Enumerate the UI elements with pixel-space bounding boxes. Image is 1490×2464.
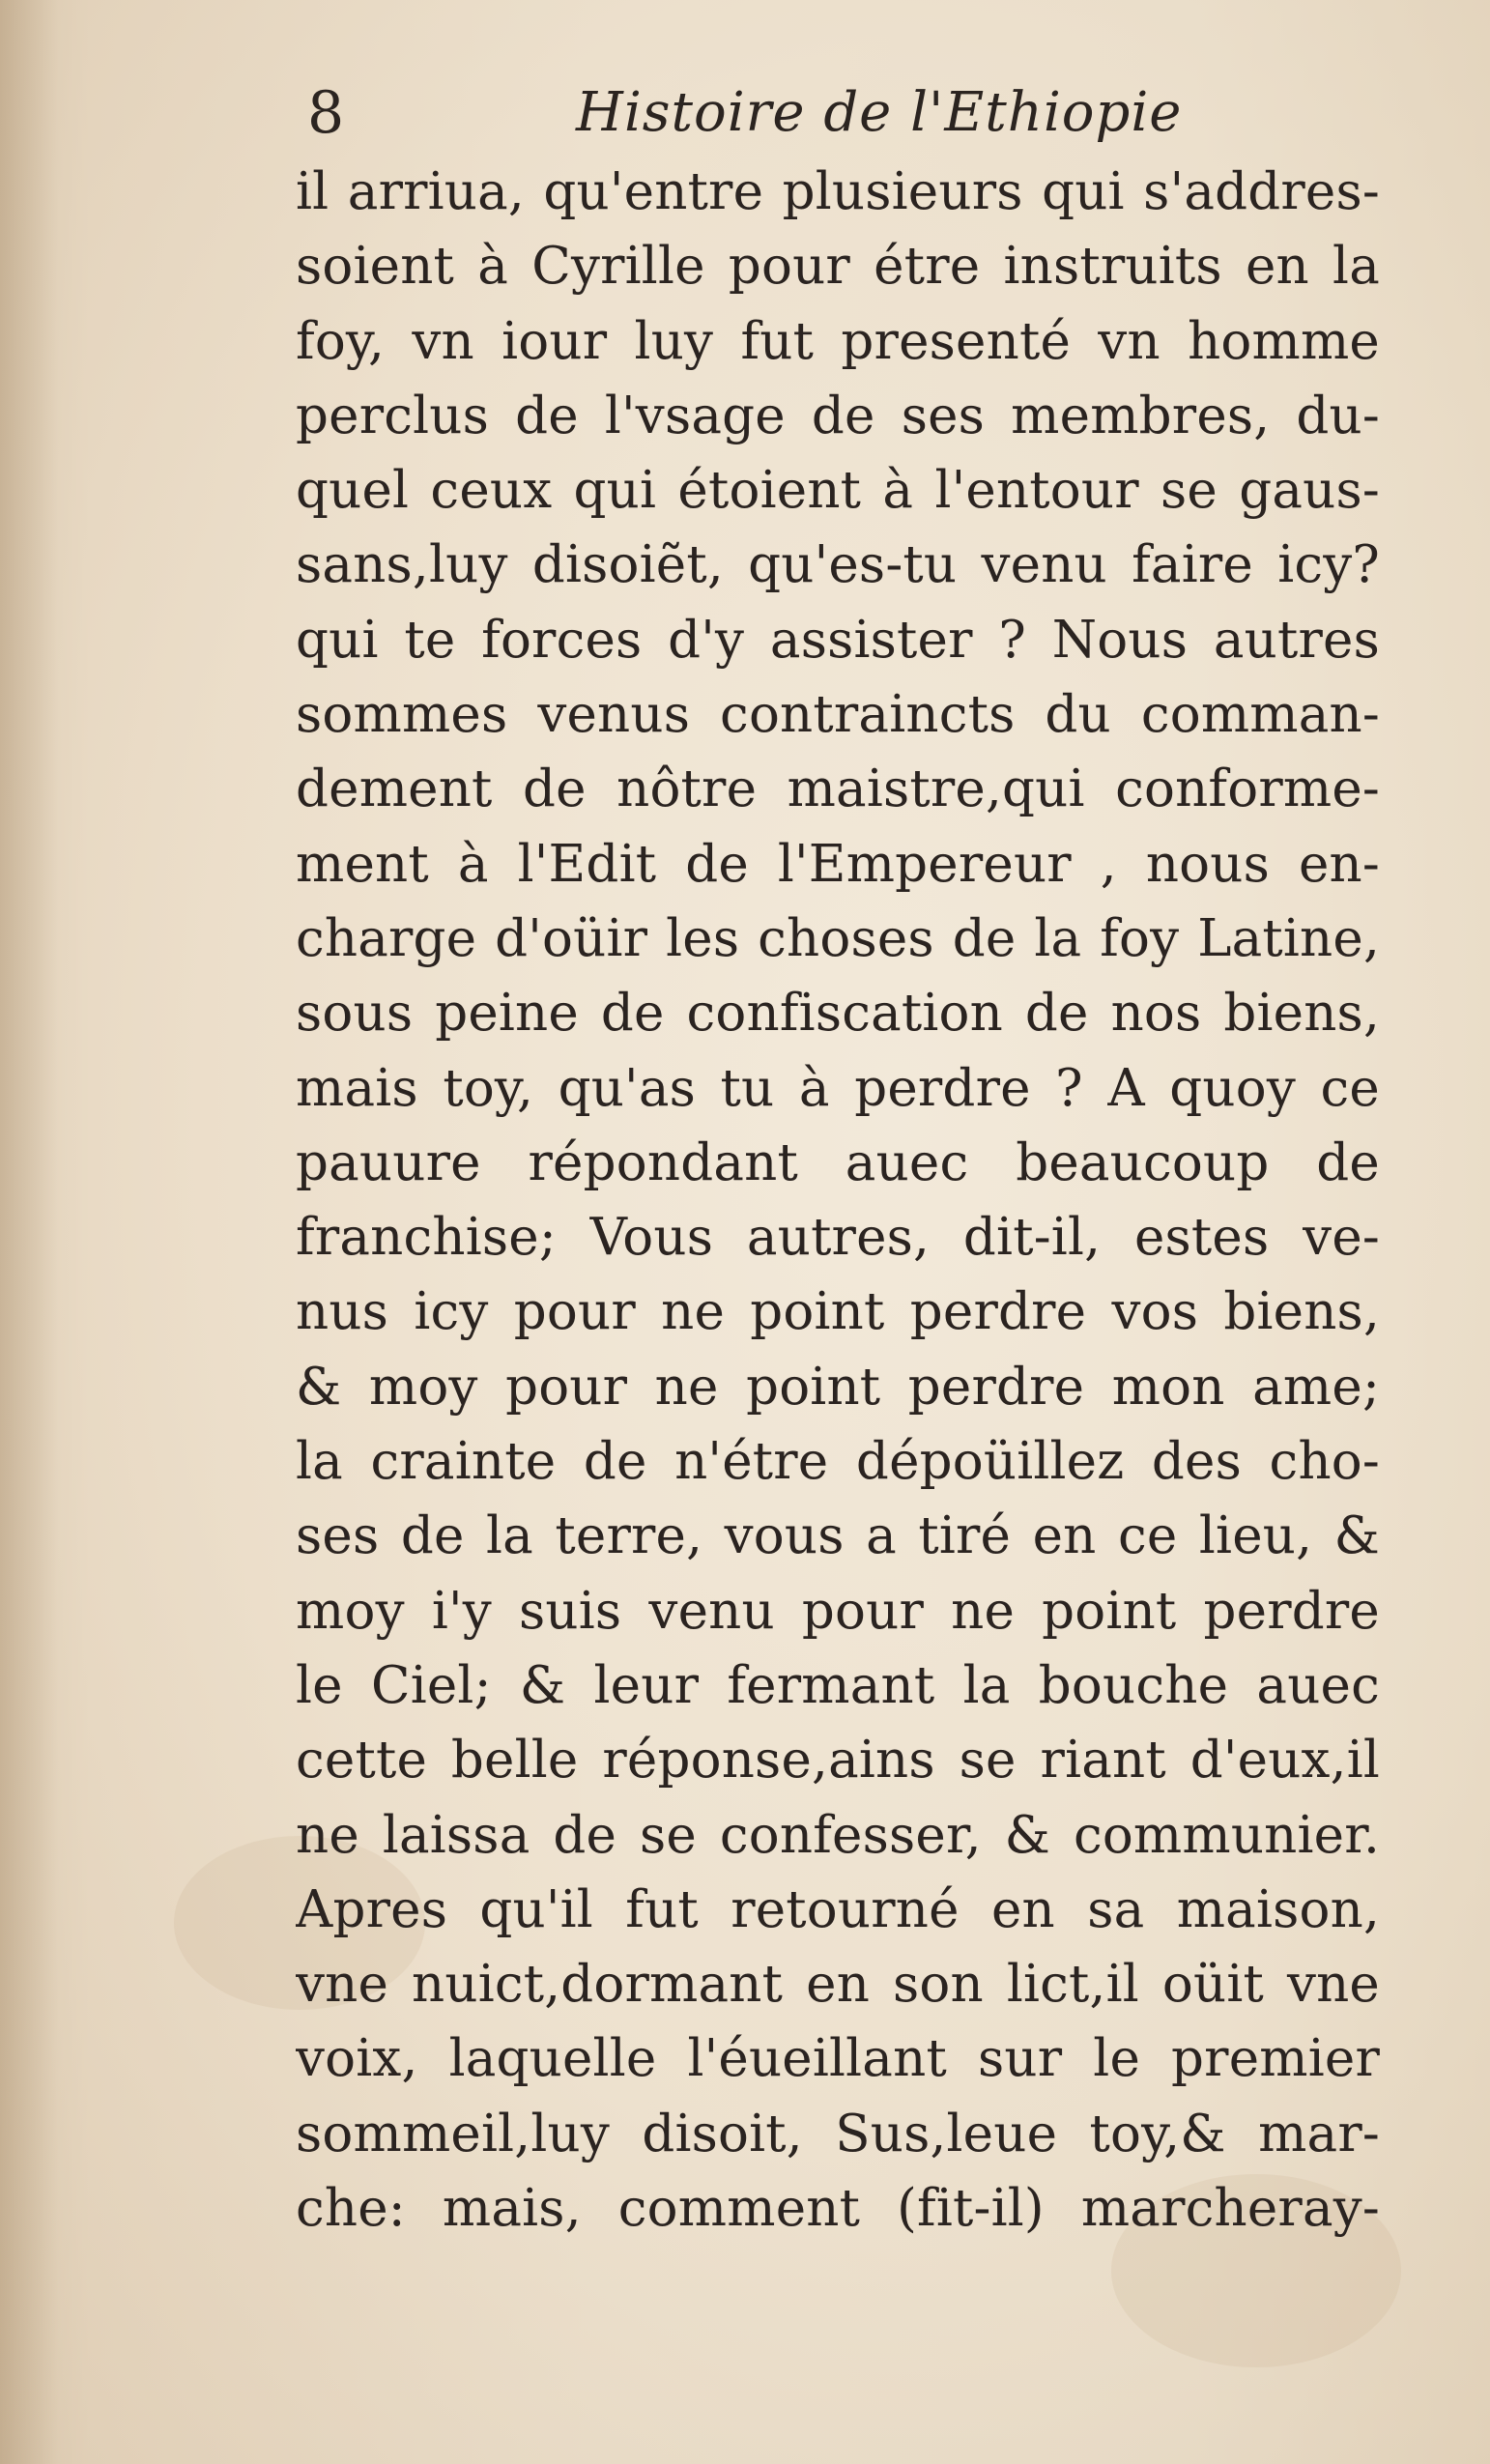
text-line: franchise; Vous autres, dit-il, estes ve- xyxy=(296,1208,1380,1268)
text-line: sommes venus contraincts du comman- xyxy=(296,685,1380,745)
text-line: le Ciel; & leur fermant la bouche auec xyxy=(296,1655,1380,1715)
text-line: sans,luy disoiẽt, qu'es-tu venu faire icy? xyxy=(296,535,1380,595)
text-line: nus icy pour ne point perdre vos biens, xyxy=(296,1282,1380,1342)
text-line: & moy pour ne point perdre mon ame; xyxy=(296,1357,1380,1417)
text-line: dement de nôtre maistre,qui conforme- xyxy=(296,759,1380,819)
text-line: Apres qu'il fut retourné en sa maison, xyxy=(296,1879,1380,1939)
body-text xyxy=(296,155,1380,2246)
text-line: quel ceux qui étoient à l'entour se gaus- xyxy=(296,461,1380,521)
page-number: 8 xyxy=(307,79,345,147)
text-line: voix, laquelle l'éueillant sur le premier xyxy=(296,2029,1380,2089)
text-line: qui te forces d'y assister ? Nous autres xyxy=(296,610,1380,670)
text-line: soient à Cyrille pour étre instruits en la xyxy=(296,237,1380,297)
text-line: la crainte de n'étre dépoüillez des cho- xyxy=(296,1432,1380,1492)
text-line: cette belle réponse,ains se riant d'eux,il xyxy=(296,1731,1380,1791)
text-line: sous peine de confiscation de nos biens, xyxy=(296,984,1380,1044)
gutter-shadow xyxy=(0,0,58,2464)
text-line: perclus de l'vsage de ses membres, du- xyxy=(296,386,1380,445)
text-line: il arriua, qu'entre plusieurs qui s'addres- xyxy=(296,162,1380,221)
text-line: vne nuict,dormant en son lict,il oüit vne xyxy=(296,1955,1380,2015)
text-line: che: mais, comment (fit-il) marcheray- xyxy=(296,2179,1380,2239)
page-header xyxy=(307,70,1370,157)
text-line: moy i'y suis venu pour ne point perdre xyxy=(296,1581,1380,1641)
text-line: pauure répondant auec beaucoup de xyxy=(296,1132,1380,1192)
running-title: Histoire de l'Ethiopie xyxy=(576,81,1183,144)
text-line: ment à l'Edit de l'Empereur , nous en- xyxy=(296,834,1380,894)
text-line: charge d'oüir les choses de la foy Latine, xyxy=(296,908,1380,968)
text-line: mais toy, qu'as tu à perdre ? A quoy ce xyxy=(296,1058,1380,1118)
text-line: sommeil,luy disoit, Sus,leue toy,& mar- xyxy=(296,2104,1380,2163)
text-line: foy, vn iour luy fut presenté vn homme xyxy=(296,311,1380,371)
text-line: ne laissa de se confesser, & communier. xyxy=(296,1805,1380,1865)
text-line: ses de la terre, vous a tiré en ce lieu, & xyxy=(296,1506,1380,1566)
